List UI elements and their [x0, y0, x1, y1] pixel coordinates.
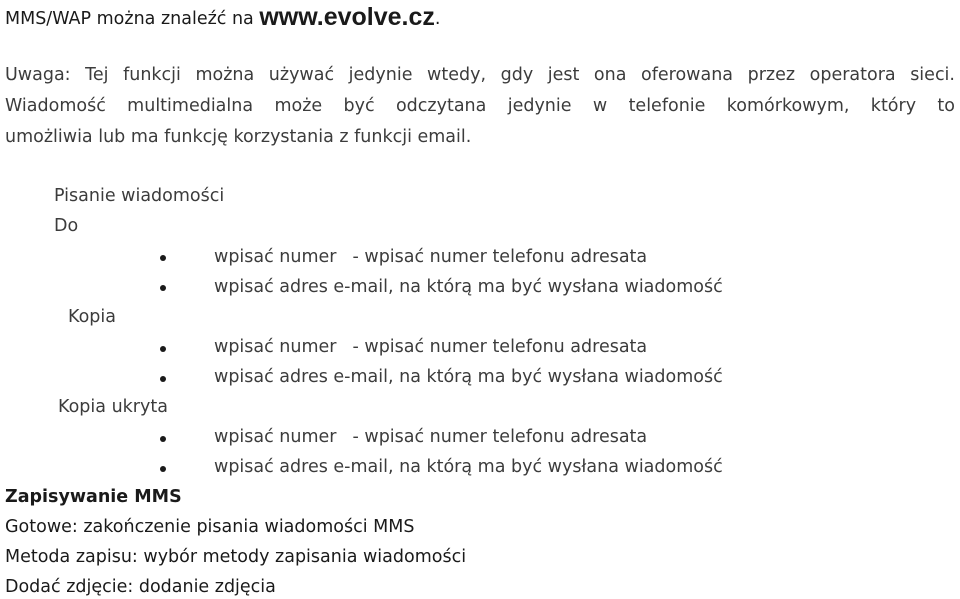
save-line: Dodać zdjęcie: dodanie zdjęcia [5, 577, 276, 597]
list-item-text: wpisać numer [214, 337, 337, 357]
save-line: Metoda zapisu: wybór metody zapisania wiadomości [5, 547, 467, 567]
list-item-detail: - wpisać numer telefonu adresata [352, 337, 648, 357]
list-item [214, 365, 723, 389]
list-item [214, 425, 647, 449]
section-label-to: Do [54, 216, 79, 236]
list-item [214, 455, 723, 479]
intro-suffix: . [434, 9, 441, 29]
warning-line-1: Uwaga: Tej funkcji można używać jedynie wtedy, gdy jest ona oferowana przez operatora sieci. [5, 65, 955, 85]
website-link[interactable]: www.evolve.cz [259, 3, 435, 31]
intro-prefix: MMS/WAP można znaleźć na [5, 9, 260, 29]
list-item [214, 335, 647, 359]
list-item-text: wpisać numer [214, 427, 337, 447]
compose-title: Pisanie wiadomości [54, 186, 225, 206]
bullet-icon [160, 466, 166, 472]
list-item-text: wpisać adres e-mail, na którą ma być wysłana wiadomość [214, 367, 723, 387]
warning-line-3: umożliwia lub ma funkcję korzystania z funkcji email. [5, 127, 472, 147]
warning-line-2: Wiadomość multimedialna może być odczytana jedynie w telefonie komórkowym, który to [5, 96, 955, 116]
save-line: Gotowe: zakończenie pisania wiadomości MMS [5, 517, 415, 537]
bullet-icon [160, 346, 166, 352]
bullet-icon [160, 436, 166, 442]
list-item [214, 275, 723, 299]
section-label-cc: Kopia [68, 307, 117, 327]
section-label-bcc: Kopia ukryta [58, 397, 168, 417]
list-item-text: wpisać numer [214, 247, 337, 267]
bullet-icon [160, 285, 166, 291]
list-item [214, 245, 647, 269]
list-item-text: wpisać adres e-mail, na którą ma być wysłana wiadomość [214, 277, 723, 297]
bullet-icon [160, 255, 166, 261]
list-item-detail: - wpisać numer telefonu adresata [352, 427, 648, 447]
bullet-icon [160, 376, 166, 382]
save-title: Zapisywanie MMS [5, 487, 182, 507]
list-item-detail: - wpisać numer telefonu adresata [352, 247, 648, 267]
list-item-text: wpisać adres e-mail, na którą ma być wysłana wiadomość [214, 457, 723, 477]
intro-line [5, 5, 440, 31]
